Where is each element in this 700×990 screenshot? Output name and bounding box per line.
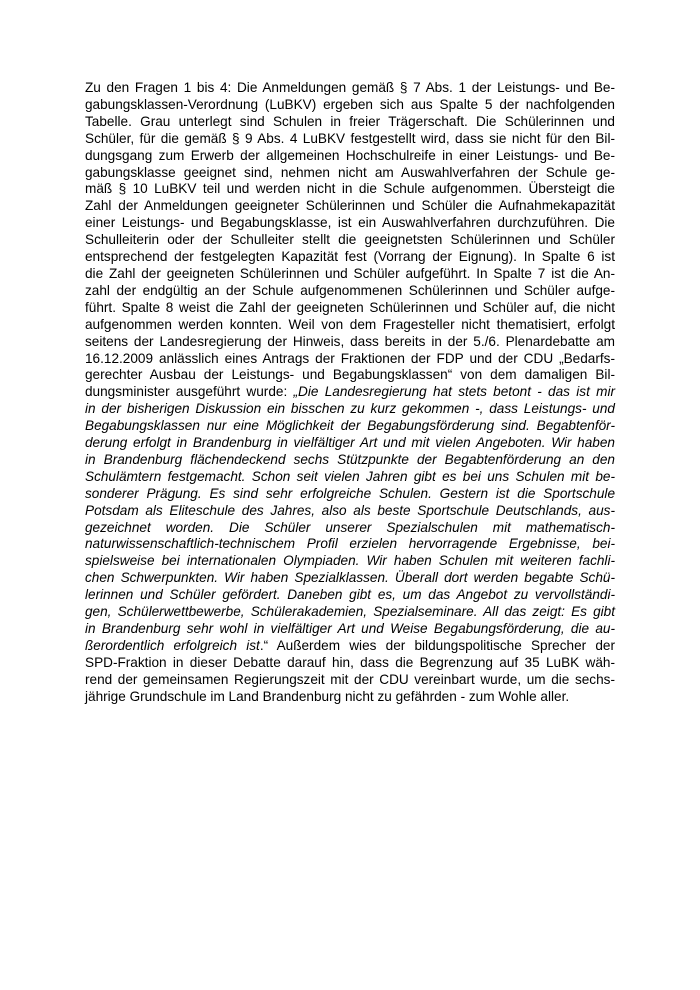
- text-line: [85, 604, 615, 621]
- body-text: führt. Spalte 8 weist die Zahl der geeigneten Schülerinnen und Schüler auf, die nicht: [85, 299, 615, 315]
- text-line: [85, 148, 615, 165]
- text-line: [85, 638, 615, 655]
- body-text: mäß § 10 LuBKV teil und werden nicht in die Schule aufgenommen. Übersteigt die: [85, 181, 615, 197]
- text-line: [85, 215, 615, 232]
- text-line: [85, 283, 615, 300]
- body-text: zahl der endgültig an der Schule aufgenommenen Schülerinnen und Schüler aufge-: [85, 282, 615, 298]
- quote-text: ßerordentlich erfolgreich ist: [85, 637, 260, 653]
- body-text: Zu den Fragen 1 bis 4: Die Anmeldungen gemäß § 7 Abs. 1 der Leistungs- und Be-: [85, 80, 615, 95]
- body-text: .“ Außerdem wies der bildungspolitische Sprecher der: [259, 637, 615, 653]
- quote-text: in Brandenburg sehr wohl in vielfältiger Art und Weise Begabungsförderung, die au-: [85, 621, 615, 636]
- text-line: [85, 317, 615, 334]
- quote-text: in Brandenburg flächendeckend sechs Stützpunkte der Begabtenförderung an den: [85, 451, 615, 467]
- body-text: Schulleiterin oder der Schulleiter stellt die geeignetsten Schülerinnen und Schüler: [85, 232, 615, 248]
- text-line: [85, 587, 615, 604]
- text-line: [85, 80, 615, 97]
- body-text: dungsgang zum Erwerb der allgemeinen Hochschulreife in einer Leistungs- und Be-: [85, 147, 615, 163]
- text-line: [85, 689, 615, 706]
- body-text: aufgenommen werden konnten. Weil von dem Fragesteller nicht thematisiert, erfolgt: [85, 316, 615, 332]
- text-line: [85, 536, 615, 553]
- text-line: [85, 249, 615, 266]
- text-line: [85, 334, 615, 351]
- text-line: [85, 503, 615, 520]
- body-text: dungsminister ausgeführt wurde:: [85, 384, 294, 400]
- body-text: rend der gemeinsamen Regierungszeit mit der CDU vereinbart wurde, um die sechs-: [85, 671, 615, 687]
- text-line: [85, 351, 615, 368]
- body-text: Schüler, für die gemäß § 9 Abs. 4 LuBKV festgestellt wird, dass sie nicht für den Bil-: [85, 130, 615, 146]
- text-line: [85, 570, 615, 587]
- text-line: [85, 401, 615, 418]
- body-text: Zahl der Anmeldungen geeigneter Schülerinnen und Schüler die Aufnahmekapazität: [85, 198, 615, 214]
- text-line: [85, 114, 615, 131]
- quote-text: Schulämtern festgemacht. Schon seit vielen Jahren gibt es bei uns Schulen mit be-: [85, 468, 615, 484]
- text-line: [85, 198, 615, 215]
- body-text: gerechter Ausbau der Leistungs- und Begabungsklassen“ von dem damaligen Bil-: [85, 367, 615, 383]
- text-line: [85, 418, 615, 435]
- body-text: einer Leistungs- und Begabungsklasse, ist ein Auswahlverfahren durchzuführen. Die: [85, 215, 615, 231]
- text-line: [85, 672, 615, 689]
- text-line: [85, 384, 615, 401]
- text-line: [85, 553, 615, 570]
- body-text: jährige Grundschule im Land Brandenburg nicht zu gefährden - zum Wohle aller.: [85, 688, 570, 704]
- text-line: [85, 367, 615, 384]
- quote-text: chen Schwerpunkten. Wir haben Spezialklassen. Überall dort werden begabte Schü-: [85, 570, 615, 586]
- body-text: SPD-Fraktion in dieser Debatte darauf hin, dass die Begrenzung auf 35 LuBK wäh-: [85, 654, 615, 670]
- text-line: [85, 469, 615, 486]
- quote-text: spielsweise bei internationalen Olympiaden. Wir haben Schulen mit weiteren fachli-: [85, 553, 615, 569]
- quote-text: lerinnen und Schüler gefördert. Daneben gibt es, um das Angebot zu vervollständi-: [85, 587, 615, 603]
- text-line: [85, 452, 615, 469]
- text-line: [85, 621, 615, 638]
- text-line: [85, 131, 615, 148]
- body-text: gabungsklassen-Verordnung (LuBKV) ergeben sich aus Spalte 5 der nachfolgenden: [85, 96, 615, 112]
- text-line: [85, 435, 615, 452]
- quote-text: naturwissenschaftlich-technischem Profil erzielen hervorragende Ergebnisse, bei-: [85, 536, 615, 552]
- text-line: [85, 266, 615, 283]
- text-line: [85, 232, 615, 249]
- body-paragraph: [85, 80, 615, 706]
- text-line: [85, 97, 615, 114]
- quote-text: gezeichnet worden. Die Schüler unserer Spezialschulen mit mathematisch-: [85, 519, 615, 535]
- body-text: Tabelle. Grau unterlegt sind Schulen in freier Trägerschaft. Die Schülerinnen und: [85, 113, 615, 129]
- text-line: [85, 520, 615, 537]
- quote-text: derung erfolgt in Brandenburg in vielfältiger Art und mit vielen Angeboten. Wir haben: [85, 435, 615, 451]
- text-line: [85, 181, 615, 198]
- text-line: [85, 165, 615, 182]
- quote-text: Potsdam als Eliteschule des Jahres, also als beste Sportschule Deutschlands, aus-: [85, 502, 615, 518]
- text-line: [85, 300, 615, 317]
- text-line: [85, 486, 615, 503]
- quote-text: Begabungsklassen nur eine Möglichkeit der Begabungsförderung sind. Begabtenför-: [85, 418, 615, 434]
- body-text: seitens der Landesregierung der Hinweis, dass bereits in der 5./6. Plenardebatte am: [85, 333, 615, 349]
- quote-text: „Die Landesregierung hat stets betont - das ist mir: [293, 384, 615, 400]
- body-text: entsprechend der festgelegten Kapazität fest (Vorrang der Eignung). In Spalte 6 ist: [85, 249, 615, 265]
- body-text: 16.12.2009 anlässlich eines Antrags der Fraktionen der FDP und der CDU „Bedarfs-: [85, 350, 615, 366]
- text-line: [85, 655, 615, 672]
- body-text: gabungsklasse geeignet sind, nehmen nicht am Auswahlverfahren der Schule ge-: [85, 164, 615, 180]
- quote-text: gen, Schülerwettbewerbe, Schülerakademien, Spezialseminare. All das zeigt: Es gibt: [85, 604, 615, 620]
- body-text: die Zahl der geeigneten Schülerinnen und Schüler aufgeführt. In Spalte 7 ist die An-: [85, 265, 615, 281]
- quote-text: in der bisherigen Diskussion ein bisschen zu kurz gekommen -, dass Leistungs- und: [85, 401, 615, 417]
- quote-text: sonderer Prägung. Es sind sehr erfolgreiche Schulen. Gestern ist die Sportschule: [85, 485, 615, 501]
